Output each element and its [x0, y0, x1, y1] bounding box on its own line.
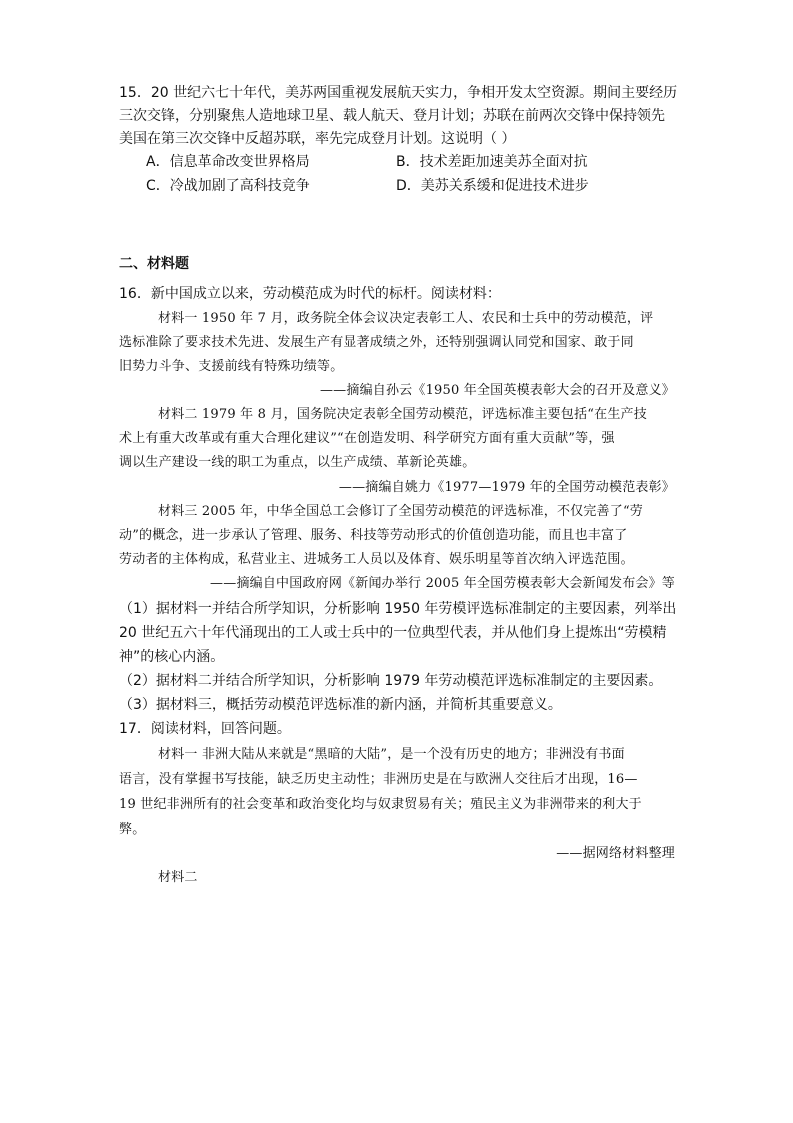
q17-material-1-source: ——据网络材料整理: [556, 846, 675, 861]
q17-material-1-line-2: 语言，没有掌握书写技能，缺乏历史主动性；非洲历史是在与欧洲人交往后才出现，16—: [119, 772, 638, 787]
q16-material-2-line-2: 术上有重大改革或有重大合理化建议”“在创造发明、科学研究方面有重大贡献”等，强: [119, 431, 615, 446]
q16-material-1-source: ——摘编自孙云《1950 年全国英模表彰大会的召开及意义》: [319, 383, 675, 398]
q16-material-2-line-1: 材料二 1979 年 8 月，国务院决定表彰全国劳动模范，评选标准主要包括“在生产技: [158, 407, 647, 422]
q15-option-d: D．美苏关系缓和促进技术进步: [396, 178, 589, 194]
q16-material-1-line-3: 旧势力斗争、支援前线有特殊功绩等。: [119, 359, 344, 374]
q17-material-1-line-1: 材料一 非洲大陆从来就是“黑暗的大陆”，是一个没有历史的地方；非洲没有书面: [158, 747, 625, 762]
q15-option-c: C．冷战加剧了高科技竞争: [146, 178, 310, 194]
q16-intro: 16．新中国成立以来，劳动模范成为时代的标杆。阅读材料：: [119, 286, 501, 302]
q17-material-1-line-4: 弊。: [119, 822, 146, 837]
q17-intro: 17．阅读材料，回答问题。: [119, 721, 291, 737]
q16-subquestion-1-line-3: 神”的核心内涵。: [119, 649, 225, 665]
q15-stem-line-2: 三次交锋，分别聚焦人造地球卫星、载人航天、登月计划；苏联在前两次交锋中保持领先: [119, 108, 665, 124]
q16-material-1-line-2: 选标准除了要求技术先进、发展生产有显著成绩之外，还特别强调认同党和国家、敢于同: [119, 335, 634, 350]
q16-material-3-line-1: 材料三 2005 年，中华全国总工会修订了全国劳动模范的评选标准，不仅完善了“劳: [158, 504, 643, 519]
q15-stem-line-3: 美国在第三次交锋中反超苏联，率先完成登月计划。这说明（ ）: [119, 131, 516, 147]
q16-material-3-source: ——摘编自中国政府网《新闻办举行 2005 年全国劳模表彰大会新闻发布会》等: [210, 576, 675, 591]
q16-material-3-line-3: 劳动者的主体构成，私营业主、进城务工人员以及体育、娱乐明星等首次纳入评选范围。: [119, 552, 634, 567]
q16-material-3-line-2: 动”的概念，进一步承认了管理、服务、科技等劳动形式的价值创造功能，而且也丰富了: [119, 528, 628, 543]
q16-subquestion-1-line-2: 20 世纪五六十年代涌现出的工人或士兵中的一位典型代表，并从他们身上提炼出“劳模精: [119, 625, 667, 641]
q17-material-2-label: 材料二: [158, 870, 198, 885]
q16-subquestion-1-line-1: （1）据材料一并结合所学知识，分析影响 1950 年劳模评选标准制定的主要因素，列举出: [119, 601, 677, 617]
q16-subquestion-3: （3）据材料三，概括劳动模范评选标准的新内涵，并简析其重要意义。: [119, 697, 562, 713]
q15-option-b: B．技术差距加速美苏全面对抗: [396, 154, 588, 170]
section-heading: 二、材料题: [119, 256, 189, 272]
q16-material-1-line-1: 材料一 1950 年 7 月，政务院全体会议决定表彰工人、农民和士兵中的劳动模范，评: [158, 311, 654, 326]
q17-material-1-line-3: 19 世纪非洲所有的社会变革和政治变化均与奴隶贸易有关；殖民主义为非洲带来的利大于: [119, 797, 642, 812]
q15-stem-line-1: 15．20 世纪六七十年代，美苏两国重视发展航天实力，争相开发太空资源。期间主要经历: [119, 85, 678, 101]
q15-option-a: A．信息革命改变世界格局: [146, 154, 310, 170]
q16-material-2-source: ——摘编自姚力《1977—1979 年的全国劳动模范表彰》: [338, 480, 675, 495]
q16-material-2-line-3: 调以生产建设一线的职工为重点，以生产成绩、革新论英雄。: [119, 455, 476, 470]
q16-subquestion-2: （2）据材料二并结合所学知识，分析影响 1979 年劳动模范评选标准制定的主要因素。: [119, 673, 663, 689]
